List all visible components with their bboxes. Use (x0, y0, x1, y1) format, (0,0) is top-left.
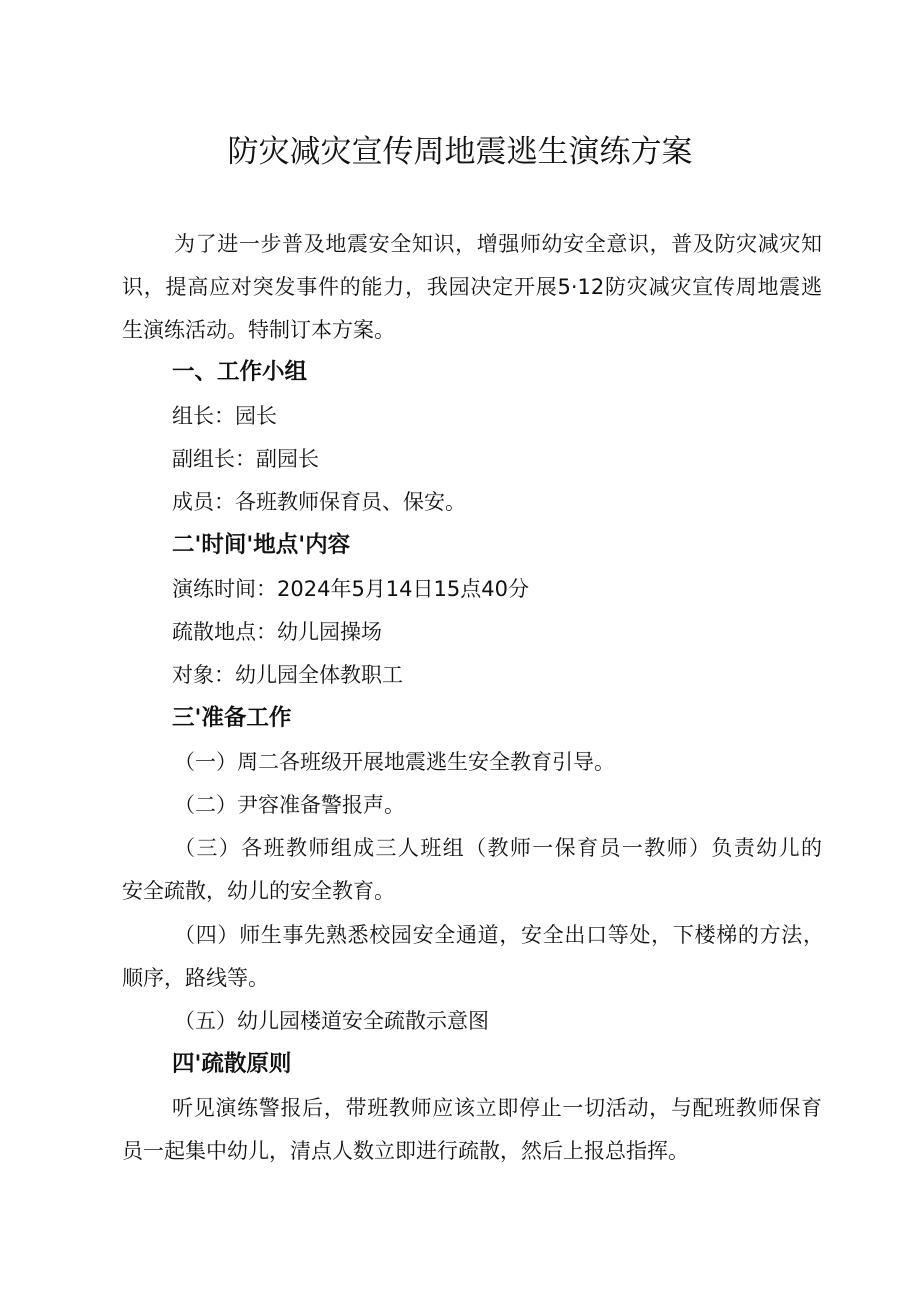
section-heading-evacuation-principle: 四'疏散原则 (172, 1051, 292, 1077)
section2-line-1: 演练时间：2024年5月14日15点40分 (172, 577, 529, 601)
section2-line-3: 对象：幼儿园全体教职工 (172, 663, 403, 687)
section3-item-4-line-1: （四）师生事先熟悉校园安全通道，安全出口等处，下楼梯的方法， (174, 923, 824, 947)
section3-item-2: （二）尹容准备警报声。 (174, 793, 405, 817)
section1-line-3: 成员：各班教师保育员、保安。 (172, 490, 466, 514)
section3-item-3-line-2: 安全疏散，幼儿的安全教育。 (122, 879, 395, 903)
section3-item-4-line-2: 顺序，路线等。 (122, 966, 269, 990)
intro-line-3: 生演练活动。特制订本方案。 (122, 318, 395, 342)
section4-line-2: 员一起集中幼儿，清点人数立即进行疏散，然后上报总指挥。 (122, 1139, 689, 1163)
section-heading-time-place: 二'时间'地点'内容 (172, 532, 351, 558)
section-heading-preparation: 三'准备工作 (172, 705, 292, 731)
section4-line-1: 听见演练警报后，带班教师应该立即停止一切活动，与配班教师保育 (172, 1096, 822, 1120)
section-heading-work-group: 一、工作小组 (172, 359, 308, 385)
section1-line-1: 组长：园长 (172, 404, 277, 428)
section3-item-5: （五）幼儿园楼道安全疏散示意图 (174, 1009, 489, 1033)
section2-line-2: 疏散地点：幼儿园操场 (172, 620, 382, 644)
intro-line-1: 为了进一步普及地震安全知识，增强师幼安全意识，普及防灾减灾知 (174, 232, 822, 256)
section1-line-2: 副组长：副园长 (172, 447, 319, 471)
intro-line-2: 识，提高应对突发事件的能力，我园决定开展5·12防灾减灾宣传周地震逃 (122, 275, 822, 299)
section3-item-1: （一）周二各班级开展地震逃生安全教育引导。 (174, 750, 615, 774)
document-title: 防灾减灾宣传周地震逃生演练方案 (227, 134, 693, 170)
section3-item-3-line-1: （三）各班教师组成三人班组（教师一保育员一教师）负责幼儿的 (174, 836, 822, 860)
